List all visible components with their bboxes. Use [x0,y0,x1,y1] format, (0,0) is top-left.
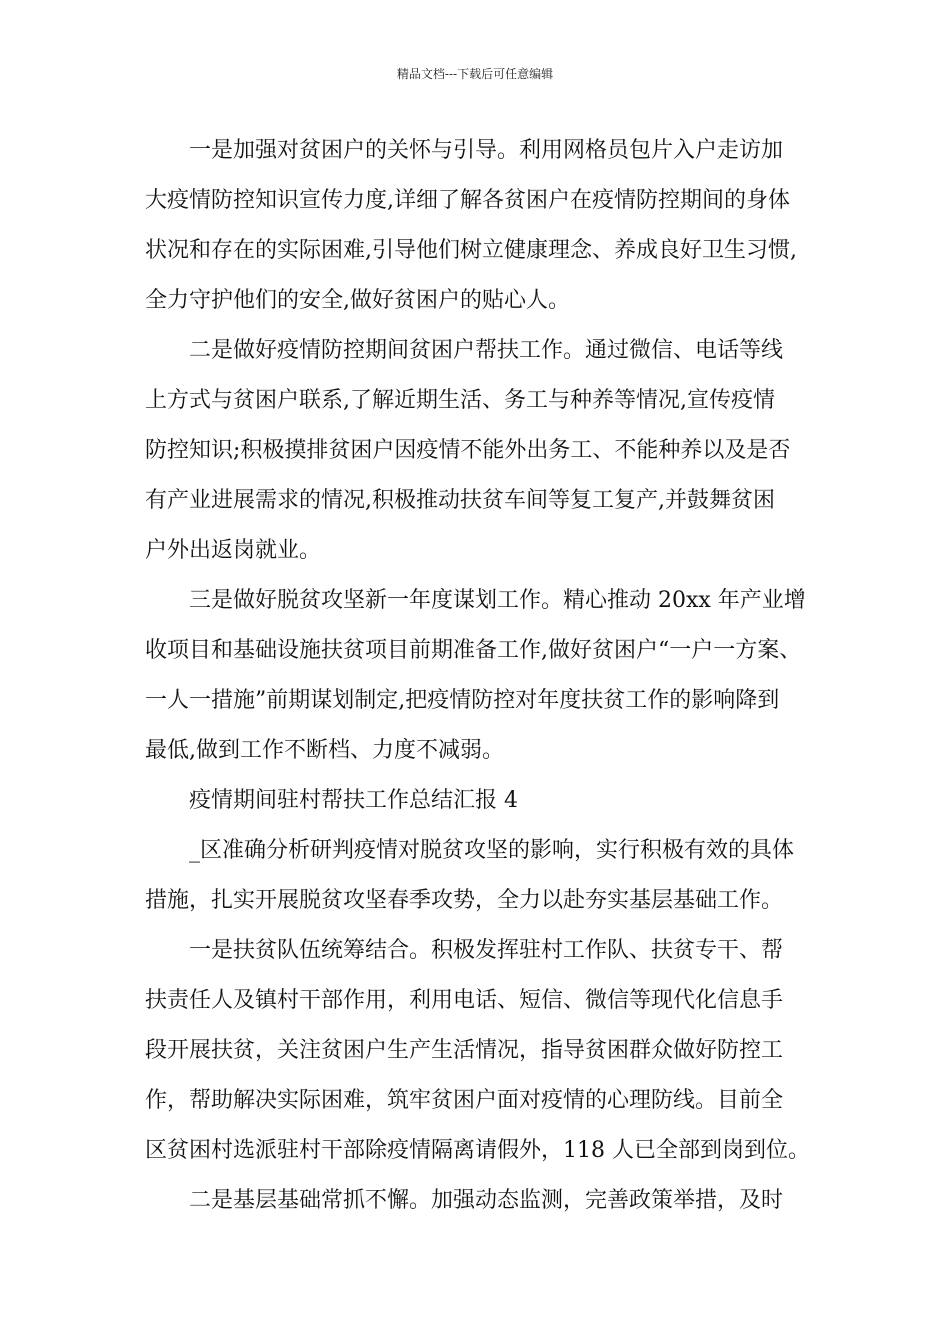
text-line: _区准确分析研判疫情对脱贫攻坚的影响，实行积极有效的具体 [189,838,795,863]
paragraph-grassroots-work [145,1176,810,1226]
text-line: 全力守护他们的安全,做好贫困户的贴心人。 [145,288,570,313]
text-line: 三是做好脱贫攻坚新一年度谋划工作。精心推动 20xx 年产业增 [189,588,806,613]
paragraph-assistance-work [145,326,810,576]
text-line: 作，帮助解决实际困难，筑牢贫困户面对疫情的心理防线。目前全 [145,1088,784,1113]
text-line: 收项目和基础设施扶贫项目前期准备工作,做好贫困户“一户一方案、 [145,638,802,663]
section-heading: 疫情期间驻村帮扶工作总结汇报 4 [189,788,518,813]
paragraph-annual-planning [145,576,810,776]
text-line: 有产业进展需求的情况,积极推动扶贫车间等复工复产,并鼓舞贫困 [145,488,775,513]
paragraph-care-guidance [145,126,810,326]
text-line: 措施，扎实开展脱贫攻坚春季攻势，全力以赴夯实基层基础工作。 [145,888,784,913]
text-line: 一是扶贫队伍统筹结合。积极发挥驻村工作队、扶贫专干、帮 [189,938,784,963]
text-line: 最低,做到工作不断档、力度不减弱。 [145,738,504,763]
text-line: 扶责任人及镇村干部作用，利用电话、短信、微信等现代化信息手 [145,988,784,1013]
text-line: 状况和存在的实际困难,引导他们树立健康理念、养成良好卫生习惯, [145,238,797,263]
text-line: 大疫情防控知识宣传力度,详细了解各贫困户在疫情防控期间的身体 [145,188,790,213]
text-line: 上方式与贫困户联系,了解近期生活、务工与种养等情况,宣传疫情 [145,388,775,413]
page-header: 精品文档---下载后可任意编辑 [396,67,554,81]
text-line: 防控知识;积极摸排贫困户因疫情不能外出务工、不能种养以及是否 [145,438,791,463]
text-line: 一人一措施”前期谋划制定,把疫情防控对年度扶贫工作的影响降到 [145,688,780,713]
text-line: 区贫困村选派驻村干部除疫情隔离请假外，118 人已全部到岗到位。 [145,1138,810,1163]
text-line: 段开展扶贫，关注贫困户生产生活情况，指导贫困群众做好防控工 [145,1038,784,1063]
paragraph-team-coordination [145,926,810,1176]
text-line: 一是加强对贫困户的关怀与引导。利用网格员包片入户走访加 [189,138,784,163]
document-body [145,126,810,1226]
text-line: 二是基层基础常抓不懈。加强动态监测，完善政策举措，及时 [189,1188,784,1213]
text-line: 户外出返岗就业。 [145,538,322,563]
paragraph-intro-analysis [145,826,810,926]
text-line: 二是做好疫情防控期间贫困户帮扶工作。通过微信、电话等线 [189,338,784,363]
